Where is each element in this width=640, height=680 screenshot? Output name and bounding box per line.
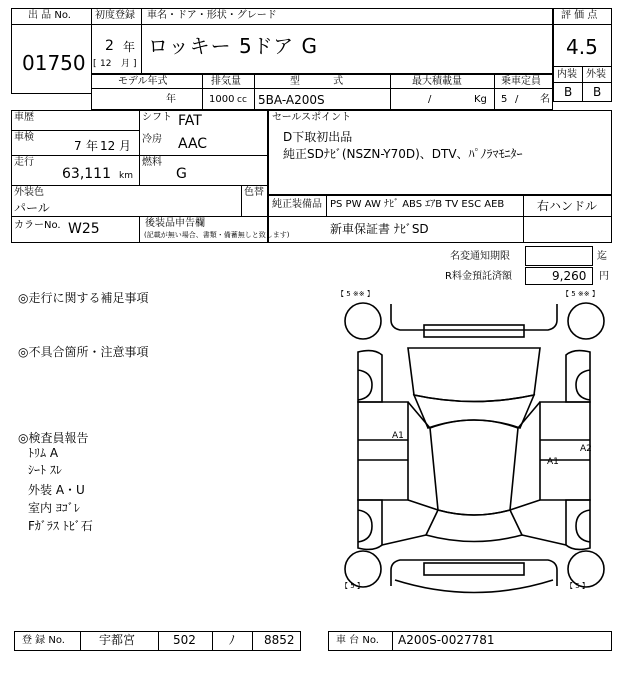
ac-value: AAC [178,136,208,152]
mileage-unit: km [119,171,133,181]
max-load-unit: Kg [474,94,487,105]
first-registration-label: 初度登録 [95,10,135,21]
rear-bumper [391,560,557,586]
tire-mark-front-right: 【 5 ※※ 】 [562,290,599,298]
aftermarket-label: 後装品申告欄 [145,218,205,229]
shaken-year: 7 [74,139,82,153]
registration-kana: ﾉ [229,633,236,647]
tire-mark-front-left: 【 5 ※※ 】 [337,290,374,298]
steering-side: 右ハンドル [537,199,598,213]
color-no-value: W25 [68,221,100,237]
fuel-value: G [176,166,187,182]
capacity-unit: 名 [540,94,550,105]
recycle-label: R料金預託済額 [445,271,512,282]
inspector-report-label: ◎検査員報告 [18,431,89,445]
warranty-items: 新車保証書 ﾅﾋﾞSD [330,222,429,236]
tire-front-right [568,303,604,339]
inspector-line: ﾄﾘﾑ A [28,446,59,460]
shaken-month: 12 [100,139,116,153]
capacity-value: 5 [501,94,508,105]
registration-month: 12 [100,59,112,69]
damage-mark: A1 [392,431,404,441]
interior-grade: B [564,85,573,99]
roof [430,420,518,515]
sales-point-line-1: D下取初出品 [283,130,353,144]
inspector-line: Fｶﾞﾗｽ ﾄﾋﾞ石 [28,519,93,533]
registration-area: 宇都宮 [99,633,136,647]
history-label: 車歴 [14,112,34,123]
defect-notes-label: ◎不具合箇所・注意事項 [18,345,149,359]
color-no-label: カラーNo. [14,220,61,231]
tire-front-left [345,303,381,339]
color-change-label: 色替 [244,187,264,198]
model-label: 型 式 [290,76,344,87]
model-code: 5BA-A200S [258,93,325,107]
front-bumper [391,304,557,330]
month-bracket-open: [ [93,59,97,69]
displacement-unit: cc [237,95,247,105]
month-unit: 月 [121,59,131,69]
max-load-label: 最大積載量 [412,76,462,87]
mileage-value: 63,111 [62,166,111,182]
equipment-items: PS PW AW ﾅﾋﾞ ABS ｴｱB TV ESC AEB [330,199,505,210]
displacement-value: 1000 [209,94,235,105]
month-bracket-close: ] [133,59,137,69]
score-label: 評 価 点 [561,10,598,21]
chassis-label: 車 台 No. [336,635,379,646]
fuel-label: 燃料 [142,157,162,168]
equipment-label: 純正装備品 [272,199,322,210]
registration-class: 502 [173,633,196,647]
rear-window [426,510,522,542]
capacity-slash: / [515,94,519,105]
lot-number-label: 出 品 No. [28,10,71,21]
name-change-deadline-label: 名変通知期限 [450,251,510,262]
inspector-line: 外装 A・U [28,483,85,497]
tire-mark-rear-left: 【 5 】 [341,582,364,590]
exterior-grade: B [593,85,602,99]
hood [408,348,540,402]
recycle-unit: 円 [599,271,609,282]
car-name: ロッキー 5ドア G [148,34,318,58]
damage-mark: A1 [547,457,559,467]
registration-number: 8852 [264,633,295,647]
shaken-year-unit: 年 [86,139,99,153]
interior-label: 内装 [557,69,577,80]
lot-number: 01750 [22,51,86,75]
driving-notes-label: ◎走行に関する補足事項 [18,291,149,305]
sales-points-label: セールスポイント [272,112,352,123]
sales-point-line-2: 純正SDﾅﾋﾞ(NSZN-Y70D)、DTV、ﾊﾟﾉﾗﾏﾓﾆﾀｰ [283,147,523,161]
windshield [414,395,534,428]
shift-value: FAT [178,113,202,129]
recycle-value: 9,260 [552,269,587,283]
max-load-slash: / [428,94,432,105]
left-side [358,402,408,500]
tire-mark-rear-right: 【 5 】 [566,582,589,590]
mileage-label: 走行 [14,157,34,168]
registration-label: 登 録 No. [22,635,65,646]
chassis-number: A200S-0027781 [398,633,495,647]
year-unit: 年 [123,40,136,54]
ac-label: 冷房 [142,134,162,145]
damage-mark: A2 [580,444,592,454]
front-right-fender [566,351,590,402]
car-name-label: 車名・ドア・形状・グレード [147,10,277,21]
model-year-label: モデル年式 [118,76,168,87]
rear-left-fender [358,500,382,549]
registration-year: 2 [105,38,114,54]
deadline-unit: 迄 [597,251,607,262]
rear-plate [424,563,524,575]
shift-label: シフト [142,112,172,123]
inspector-line: 室内 ﾖｺﾞﾚ [28,501,80,515]
shaken-label: 車検 [14,132,34,143]
exterior-label: 外装 [586,69,606,80]
rear-right-fender [566,500,590,549]
front-left-fender [358,351,382,402]
aftermarket-note: (記載が無い場合、書類・備蓄無しと致します) [144,231,290,239]
color-label: 外装色 [14,187,44,198]
displacement-label: 排気量 [211,76,241,87]
shaken-month-unit: 月 [119,139,132,153]
score-value: 4.5 [566,35,598,59]
model-year-unit: 年 [166,94,176,105]
inspector-line: ｼｰﾄ ｽﾚ [28,463,62,477]
color-value: パール [14,201,50,215]
capacity-label: 乗車定員 [501,76,541,87]
front-grille [424,325,524,337]
